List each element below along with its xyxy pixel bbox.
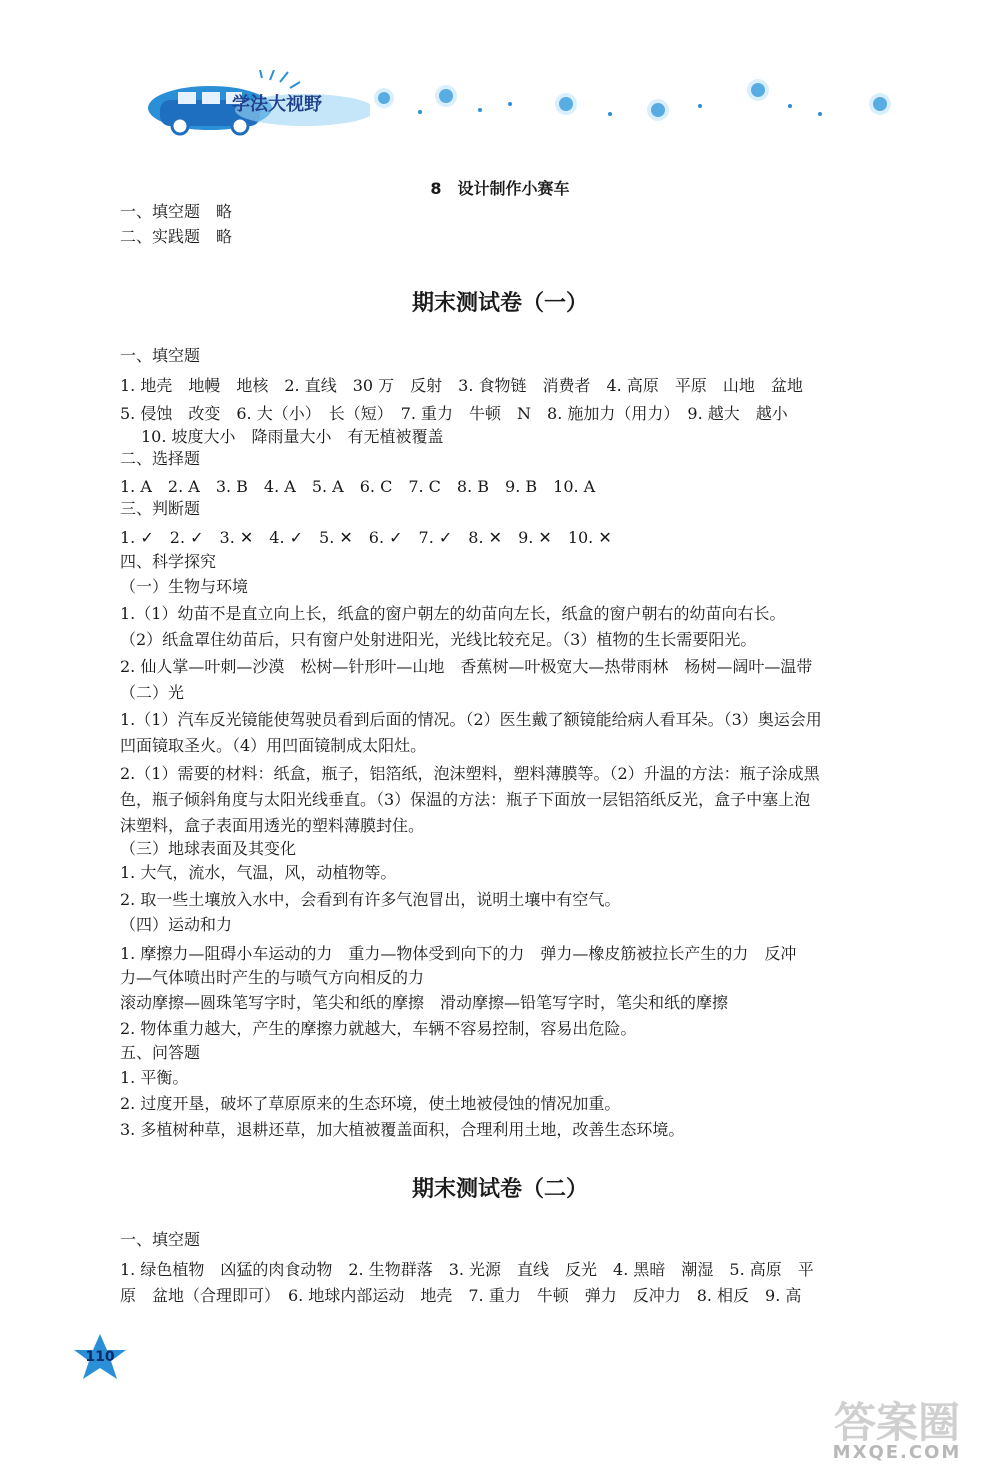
exam-1-line: （二）光 (120, 683, 185, 702)
exam-1-line: 3. 多植树种草，退耕还草，加大植被覆盖面积，合理利用土地，改善生态环境。 (120, 1120, 685, 1139)
exam-1-line: 凹面镜取圣火。（4）用凹面镜制成太阳灶。 (120, 736, 427, 755)
exam-1-line: 二、选择题 (120, 449, 201, 468)
exam-1-line: （三）地球表面及其变化 (120, 839, 297, 858)
exam-1-line: 2.（1）需要的材料：纸盒，瓶子，铝箔纸，泡沫塑料，塑料薄膜等。（2）升温的方法：瓶子涂成黑 (120, 764, 820, 783)
watermark-url: MXQE.COM (832, 1442, 962, 1463)
page-header (140, 60, 900, 140)
exam-2-line: 1. 绿色植物 凶猛的肉食动物 2. 生物群落 3. 光源 直线 反光 4. 黑暗 潮湿 5. 高原 平 (120, 1260, 814, 1279)
exam-1-line: 2. 仙人掌—叶刺—沙漠 松树—针形叶—山地 香蕉树—叶极宽大—热带雨林 杨树—阔叶—温带 (120, 657, 813, 676)
exam-1-line: 2. 过度开垦，破坏了草原原来的生态环境，使土地被侵蚀的情况加重。 (120, 1094, 621, 1113)
logo-text: 学法大视野 (232, 94, 322, 115)
exam-1-line: 1. ✓ 2. ✓ 3. ✕ 4. ✓ 5. ✕ 6. ✓ 7. ✓ 8. ✕ 9. ✕ 10. ✕ (120, 528, 612, 547)
exam-1-line: 沫塑料，盒子表面用透光的塑料薄膜封住。 (120, 816, 425, 835)
exam-1-line: 1. 地壳 地幔 地核 2. 直线 30 万 反射 3. 食物链 消费者 4. 高原 平原 山地 盆地 (120, 376, 803, 395)
exam-1-line: （2）纸盒罩住幼苗后，只有窗户处射进阳光，光线比较充足。（3）植物的生长需要阳光。 (120, 630, 757, 649)
exam-1-line: 5. 侵蚀 改变 6. 大（小） 长（短） 7. 重力 牛顿 N 8. 施加力（用力） 9. 越大 越小 (120, 404, 788, 423)
exam-1-line: （一）生物与环境 (120, 577, 249, 596)
exam-1-line: 力—气体喷出时产生的与喷气方向相反的力 (120, 968, 425, 987)
exam-1-line: 10. 坡度大小 降雨量大小 有无植被覆盖 (141, 427, 444, 446)
exam-2-line: 原 盆地（合理即可） 6. 地球内部运动 地壳 7. 重力 牛顿 弹力 反冲力 8. 相反 9. 高 (120, 1286, 802, 1305)
exam-1-line: 1.（1）幼苗不是直立向上长，纸盒的窗户朝左的幼苗向左长，纸盒的窗户朝右的幼苗向右长。 (120, 604, 786, 623)
section-8-title: 8 设计制作小赛车 (430, 179, 570, 198)
exam-1-line: 1. A 2. A 3. B 4. A 5. A 6. C 7. C 8. B 9. B 10. A (120, 477, 596, 496)
exam-1-line: 1. 摩擦力—阻碍小车运动的力 重力—物体受到向下的力 弹力—橡皮筋被拉长产生的力 反冲 (120, 944, 797, 963)
exam-2-title: 期末测试卷（二） (411, 1177, 588, 1202)
watermark (812, 1390, 982, 1470)
exam-1-line: 1. 大气，流水，气温，风，动植物等。 (120, 863, 397, 882)
exam-1-line: 2. 物体重力越大，产生的摩擦力就越大，车辆不容易控制，容易出危险。 (120, 1019, 637, 1038)
exam-1-line: （四）运动和力 (120, 915, 233, 934)
section-8-line-1: 一、填空题 略 (120, 202, 233, 221)
exam-1-line: 1. 平衡。 (120, 1068, 189, 1087)
exam-1-line: 三、判断题 (120, 499, 201, 518)
dotted-line-decoration (360, 60, 900, 140)
exam-1-line: 2. 取一些土壤放入水中，会看到有许多气泡冒出，说明土壤中有空气。 (120, 890, 621, 909)
page-number-badge (70, 1332, 130, 1382)
exam-1-line: 色，瓶子倾斜角度与太阳光线垂直。（3）保温的方法：瓶子下面放一层铝箔纸反光，盒子中塞上泡 (120, 790, 811, 809)
exam-1-line: 滚动摩擦—圆珠笔写字时，笔尖和纸的摩擦 滑动摩擦—铅笔写字时，笔尖和纸的摩擦 (120, 993, 729, 1012)
page-number: 110 (85, 1349, 115, 1365)
exam-1-line: 四、科学探究 (120, 552, 217, 571)
exam-1-line: 五、问答题 (120, 1043, 201, 1062)
exam-2-line: 一、填空题 (120, 1230, 201, 1249)
watermark-logo: 答案圈 (833, 1398, 960, 1447)
exam-1-line: 一、填空题 (120, 346, 201, 365)
exam-1-line: 1.（1）汽车反光镜能使驾驶员看到后面的情况。（2）医生戴了额镜能给病人看耳朵。（3）奥运会用 (120, 710, 822, 729)
exam-1-title: 期末测试卷（一） (411, 291, 588, 316)
section-8-line-2: 二、实践题 略 (120, 227, 233, 246)
